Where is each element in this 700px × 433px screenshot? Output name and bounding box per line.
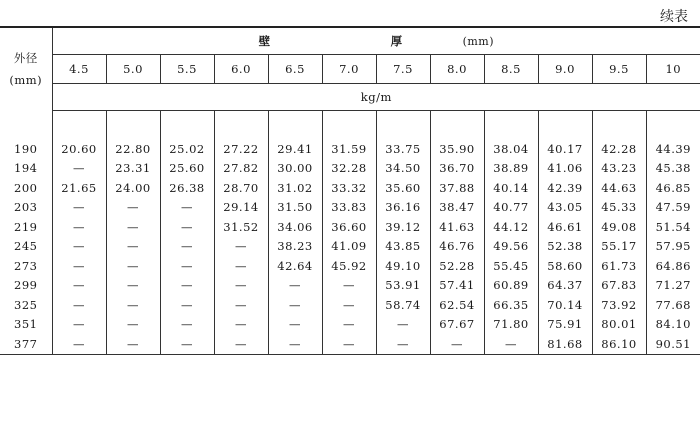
- weight-cell: 45.33: [592, 198, 646, 218]
- outer-diameter-cell: 245: [0, 237, 52, 257]
- weight-cell: 45.38: [646, 159, 700, 179]
- weight-cell: —: [430, 334, 484, 354]
- weight-cell: —: [73, 317, 85, 332]
- thickness-header-cell: 5.5: [160, 55, 214, 84]
- wall-thickness-unit: (mm): [462, 35, 495, 48]
- weight-cell: —: [322, 295, 376, 315]
- outer-diameter-cell: 194: [0, 159, 52, 179]
- weight-cell: 43.85: [376, 237, 430, 257]
- weight-cell: 81.68: [538, 334, 592, 354]
- thickness-header-cell: 8.0: [430, 55, 484, 84]
- steel-pipe-weight-table: [0, 26, 700, 355]
- weight-cell: 25.02: [160, 139, 214, 159]
- weight-cell: —: [268, 334, 322, 354]
- weight-cell: —: [214, 276, 268, 296]
- weight-cell: 71.27: [646, 276, 700, 296]
- weight-cell: —: [73, 219, 85, 234]
- weight-cell: 31.02: [268, 178, 322, 198]
- weight-cell: 20.60: [61, 141, 97, 156]
- outer-diameter-cell: 377: [0, 334, 52, 354]
- weight-cell: —: [322, 276, 376, 296]
- outer-diameter-cell: 219: [0, 217, 52, 237]
- weight-cell: 60.89: [484, 276, 538, 296]
- weight-cell: —: [214, 334, 268, 354]
- outer-diameter-cell: 299: [0, 276, 52, 296]
- continued-label: 续表: [660, 9, 688, 25]
- weight-cell: 38.47: [430, 198, 484, 218]
- weight-cell: 38.23: [268, 237, 322, 257]
- weight-cell: —: [376, 315, 430, 335]
- weight-cell: 44.12: [484, 217, 538, 237]
- weight-cell: 41.09: [322, 237, 376, 257]
- weight-cell: 27.82: [214, 159, 268, 179]
- weight-cell: 35.60: [376, 178, 430, 198]
- weight-cell: 44.63: [592, 178, 646, 198]
- weight-cell: 33.75: [376, 139, 430, 159]
- weight-cell: —: [160, 276, 214, 296]
- weight-cell: 71.80: [484, 315, 538, 335]
- weight-cell: —: [106, 334, 160, 354]
- weight-cell: —: [160, 198, 214, 218]
- weight-cell: 26.38: [160, 178, 214, 198]
- weight-cell: 23.31: [106, 159, 160, 179]
- weight-cell: —: [106, 237, 160, 257]
- thickness-header-cell: 6.0: [214, 55, 268, 84]
- weight-cell: 53.91: [376, 276, 430, 296]
- weight-cell: 51.54: [646, 217, 700, 237]
- weight-cell: 35.90: [430, 139, 484, 159]
- weight-cell: 61.73: [592, 256, 646, 276]
- weight-cell: —: [160, 217, 214, 237]
- weight-cell: —: [52, 334, 106, 354]
- weight-cell: 49.08: [592, 217, 646, 237]
- weight-cell: —: [160, 256, 214, 276]
- weight-cell: 29.41: [268, 139, 322, 159]
- thickness-header-cell: 7.0: [322, 55, 376, 84]
- weight-cell: —: [73, 200, 85, 215]
- weight-cell: 38.89: [484, 159, 538, 179]
- weight-cell: 25.60: [160, 159, 214, 179]
- table-row: [0, 315, 700, 335]
- weight-cell: —: [160, 237, 214, 257]
- weight-cell: 77.68: [646, 295, 700, 315]
- thickness-header-cell: 10: [646, 55, 700, 84]
- wall-thickness-header: [52, 27, 700, 55]
- wall-thickness-label-1: 壁: [258, 34, 271, 48]
- weight-cell: 55.45: [484, 256, 538, 276]
- weight-unit: kg/m: [52, 84, 700, 111]
- weight-cell: 64.86: [646, 256, 700, 276]
- weight-cell: 62.54: [430, 295, 484, 315]
- thickness-header-cell: 6.5: [268, 55, 322, 84]
- weight-cell: 75.91: [538, 315, 592, 335]
- weight-cell: —: [376, 334, 430, 354]
- weight-cell: 46.85: [646, 178, 700, 198]
- weight-cell: —: [106, 315, 160, 335]
- weight-cell: 41.63: [430, 217, 484, 237]
- weight-cell: 39.12: [376, 217, 430, 237]
- table-row: [0, 256, 700, 276]
- weight-cell: 58.74: [376, 295, 430, 315]
- weight-cell: —: [106, 256, 160, 276]
- thickness-header-cell: 9.0: [538, 55, 592, 84]
- weight-cell: 67.83: [592, 276, 646, 296]
- table-row: [0, 237, 700, 257]
- weight-cell: 36.70: [430, 159, 484, 179]
- table-row: [0, 276, 700, 296]
- weight-cell: 52.28: [430, 256, 484, 276]
- weight-cell: 29.14: [214, 198, 268, 218]
- weight-cell: —: [214, 315, 268, 335]
- weight-cell: —: [268, 295, 322, 315]
- outer-diameter-unit: (mm): [9, 73, 43, 88]
- outer-diameter-cell: 273: [0, 256, 52, 276]
- weight-cell: —: [484, 334, 538, 354]
- weight-cell: 57.95: [646, 237, 700, 257]
- weight-cell: 49.10: [376, 256, 430, 276]
- weight-cell: 73.92: [592, 295, 646, 315]
- weight-cell: —: [73, 278, 85, 293]
- weight-cell: 33.32: [322, 178, 376, 198]
- weight-cell: 58.60: [538, 256, 592, 276]
- weight-cell: —: [73, 161, 85, 176]
- weight-cell: —: [106, 198, 160, 218]
- weight-cell: 41.06: [538, 159, 592, 179]
- weight-cell: —: [106, 276, 160, 296]
- table-row: [0, 139, 700, 159]
- weight-cell: 34.50: [376, 159, 430, 179]
- weight-cell: 90.51: [646, 334, 700, 354]
- thickness-header-cell: 8.5: [484, 55, 538, 84]
- weight-cell: 27.22: [214, 139, 268, 159]
- thickness-header-row: [0, 55, 700, 84]
- outer-diameter-label: 外径: [13, 51, 38, 66]
- weight-cell: —: [268, 276, 322, 296]
- weight-cell: —: [160, 315, 214, 335]
- table-row: [0, 334, 700, 354]
- thickness-header-cell: 7.5: [376, 55, 430, 84]
- weight-cell: —: [106, 217, 160, 237]
- weight-cell: 30.00: [268, 159, 322, 179]
- weight-cell: 47.59: [646, 198, 700, 218]
- table-row: [0, 295, 700, 315]
- weight-cell: 36.16: [376, 198, 430, 218]
- weight-cell: 40.77: [484, 198, 538, 218]
- outer-diameter-cell: 351: [0, 315, 52, 335]
- weight-cell: 66.35: [484, 295, 538, 315]
- weight-cell: 42.64: [268, 256, 322, 276]
- weight-cell: 55.17: [592, 237, 646, 257]
- weight-cell: —: [106, 295, 160, 315]
- weight-cell: 31.52: [214, 217, 268, 237]
- weight-cell: 24.00: [106, 178, 160, 198]
- weight-cell: 36.60: [322, 217, 376, 237]
- weight-cell: 49.56: [484, 237, 538, 257]
- weight-cell: 40.14: [484, 178, 538, 198]
- weight-cell: 64.37: [538, 276, 592, 296]
- weight-cell: —: [214, 256, 268, 276]
- weight-cell: 80.01: [592, 315, 646, 335]
- weight-cell: 46.76: [430, 237, 484, 257]
- thickness-header-cell: 4.5: [52, 55, 106, 84]
- thickness-header-cell: 9.5: [592, 55, 646, 84]
- weight-cell: 34.06: [268, 217, 322, 237]
- weight-cell: 31.59: [322, 139, 376, 159]
- table-row: [0, 217, 700, 237]
- weight-cell: 22.80: [106, 139, 160, 159]
- weight-cell: 32.28: [322, 159, 376, 179]
- weight-cell: 44.39: [646, 139, 700, 159]
- weight-cell: 43.05: [538, 198, 592, 218]
- weight-cell: —: [214, 237, 268, 257]
- table-row: [0, 159, 700, 179]
- weight-cell: 42.28: [592, 139, 646, 159]
- weight-cell: 43.23: [592, 159, 646, 179]
- weight-cell: —: [73, 258, 85, 273]
- weight-cell: 67.67: [430, 315, 484, 335]
- weight-cell: 21.65: [61, 180, 97, 195]
- weight-cell: 46.61: [538, 217, 592, 237]
- weight-cell: —: [160, 295, 214, 315]
- outer-diameter-header: [0, 27, 52, 111]
- weight-cell: 28.70: [214, 178, 268, 198]
- weight-cell: 31.50: [268, 198, 322, 218]
- weight-cell: —: [268, 315, 322, 335]
- weight-cell: —: [73, 297, 85, 312]
- outer-diameter-cell: 203: [0, 198, 52, 218]
- wall-thickness-label-2: 厚: [390, 34, 403, 48]
- weight-cell: —: [73, 239, 85, 254]
- outer-diameter-cell: 325: [0, 295, 52, 315]
- weight-cell: 86.10: [592, 334, 646, 354]
- weight-cell: —: [322, 334, 376, 354]
- weight-cell: 33.83: [322, 198, 376, 218]
- weight-cell: 45.92: [322, 256, 376, 276]
- outer-diameter-cell: 200: [0, 178, 52, 198]
- weight-cell: 37.88: [430, 178, 484, 198]
- weight-cell: 52.38: [538, 237, 592, 257]
- thickness-header-cell: 5.0: [106, 55, 160, 84]
- weight-cell: —: [160, 334, 214, 354]
- weight-cell: 42.39: [538, 178, 592, 198]
- weight-cell: 40.17: [538, 139, 592, 159]
- weight-cell: 57.41: [430, 276, 484, 296]
- weight-cell: 38.04: [484, 139, 538, 159]
- weight-cell: —: [322, 315, 376, 335]
- weight-cell: 70.14: [538, 295, 592, 315]
- outer-diameter-cell: 190: [0, 139, 52, 159]
- table-row: [0, 198, 700, 218]
- weight-cell: 84.10: [646, 315, 700, 335]
- weight-cell: —: [214, 295, 268, 315]
- table-row: [0, 178, 700, 198]
